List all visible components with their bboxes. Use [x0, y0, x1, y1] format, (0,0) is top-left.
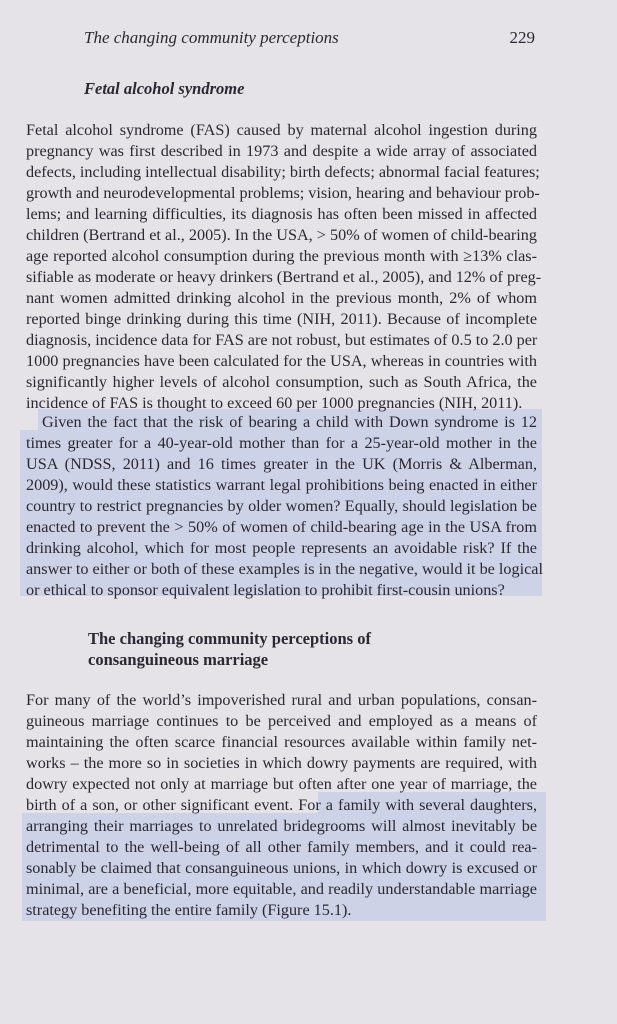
text-line: minimal, are a beneficial, more equitable, and readily understandable marriage — [26, 880, 537, 898]
text-line: answer to either or both of these examples is in the negative, would it be logical — [26, 560, 543, 578]
section-heading-community-perceptions — [88, 628, 508, 670]
text-line: works – the more so in societies in which dowry payments are required, with — [26, 754, 537, 772]
heading-line: The changing community perceptions of — [88, 629, 371, 648]
text-line: or ethical to sponsor equivalent legislation to prohibit first-cousin unions? — [26, 581, 505, 599]
text-line: significantly higher levels of alcohol consumption, such as South Africa, the — [26, 373, 537, 391]
text-line: nant women admitted drinking alcohol in the previous month, 2% of whom — [26, 289, 537, 307]
text-line: detrimental to the well-being of all other family members, and it could rea- — [26, 838, 537, 856]
text-line: lems; and learning difficulties, its diagnosis has often been missed in affected — [26, 205, 537, 223]
text-line: age reported alcohol consumption during the previous month with ≥13% clas- — [26, 247, 537, 265]
text-line: birth of a son, or other significant event. For a family with several daughters, — [26, 796, 537, 814]
text-line: Given the fact that the risk of bearing a child with Down syndrome is 12 — [42, 413, 537, 431]
text-line: Fetal alcohol syndrome (FAS) caused by maternal alcohol ingestion during — [26, 121, 537, 139]
text-line: strategy benefiting the entire family (Figure 15.1). — [26, 901, 352, 919]
text-line: country to restrict pregnancies by older women? Equally, should legislation be — [26, 497, 537, 515]
running-head — [84, 28, 535, 48]
running-head-title: The changing community perceptions — [84, 28, 339, 47]
text-line: dowry expected not only at marriage but often after one year of marriage, the — [26, 775, 537, 793]
text-line: drinking alcohol, which for most people represents an avoidable risk? If the — [26, 539, 537, 557]
text-line: maintaining the often scarce financial resources available within family net- — [26, 733, 537, 751]
text-line: reported binge drinking during this time (NIH, 2011). Because of incomplete — [26, 310, 537, 328]
text-line: times greater for a 40-year-old mother than for a 25-year-old mother in the — [26, 434, 537, 452]
text-line: growth and neurodevelopmental problems; vision, hearing and behaviour prob- — [26, 184, 540, 202]
text-line: enacted to prevent the > 50% of women of child-bearing age in the USA from — [26, 518, 537, 536]
text-line: defects, including intellectual disability; birth defects; abnormal facial features; — [26, 163, 540, 181]
text-line: USA (NDSS, 2011) and 16 times greater in the UK (Morris & Alberman, — [26, 455, 537, 473]
text-line: 2009), would these statistics warrant legal prohibitions being enacted in either — [26, 476, 537, 494]
section-heading-fetal-alcohol-syndrome: Fetal alcohol syndrome — [84, 79, 245, 98]
text-line: arranging their marriages to unrelated bridegrooms will almost inevitably be — [26, 817, 537, 835]
text-line: children (Bertrand et al., 2005). In the USA, > 50% of women of child-bearing — [26, 226, 537, 244]
text-line: sonably be claimed that consanguineous unions, in which dowry is excused or — [26, 859, 537, 877]
text-line: guineous marriage continues to be perceived and employed as a means of — [26, 712, 537, 730]
text-line: For many of the world’s impoverished rural and urban populations, consan- — [26, 691, 537, 709]
text-line: pregnancy was first described in 1973 and despite a wide array of associated — [26, 142, 537, 160]
heading-line: consanguineous marriage — [88, 650, 269, 669]
text-line: 1000 pregnancies have been calculated for the USA, whereas in countries with — [26, 352, 537, 370]
text-line: sifiable as moderate or heavy drinkers (Bertrand et al., 2005), and 12% of preg- — [26, 268, 542, 286]
page-number: 229 — [509, 28, 535, 47]
text-line: incidence of FAS is thought to exceed 60 per 1000 pregnancies (NIH, 2011). — [26, 394, 523, 412]
text-line: diagnosis, incidence data for FAS are not robust, but estimates of 0.5 to 2.0 per — [26, 331, 538, 349]
